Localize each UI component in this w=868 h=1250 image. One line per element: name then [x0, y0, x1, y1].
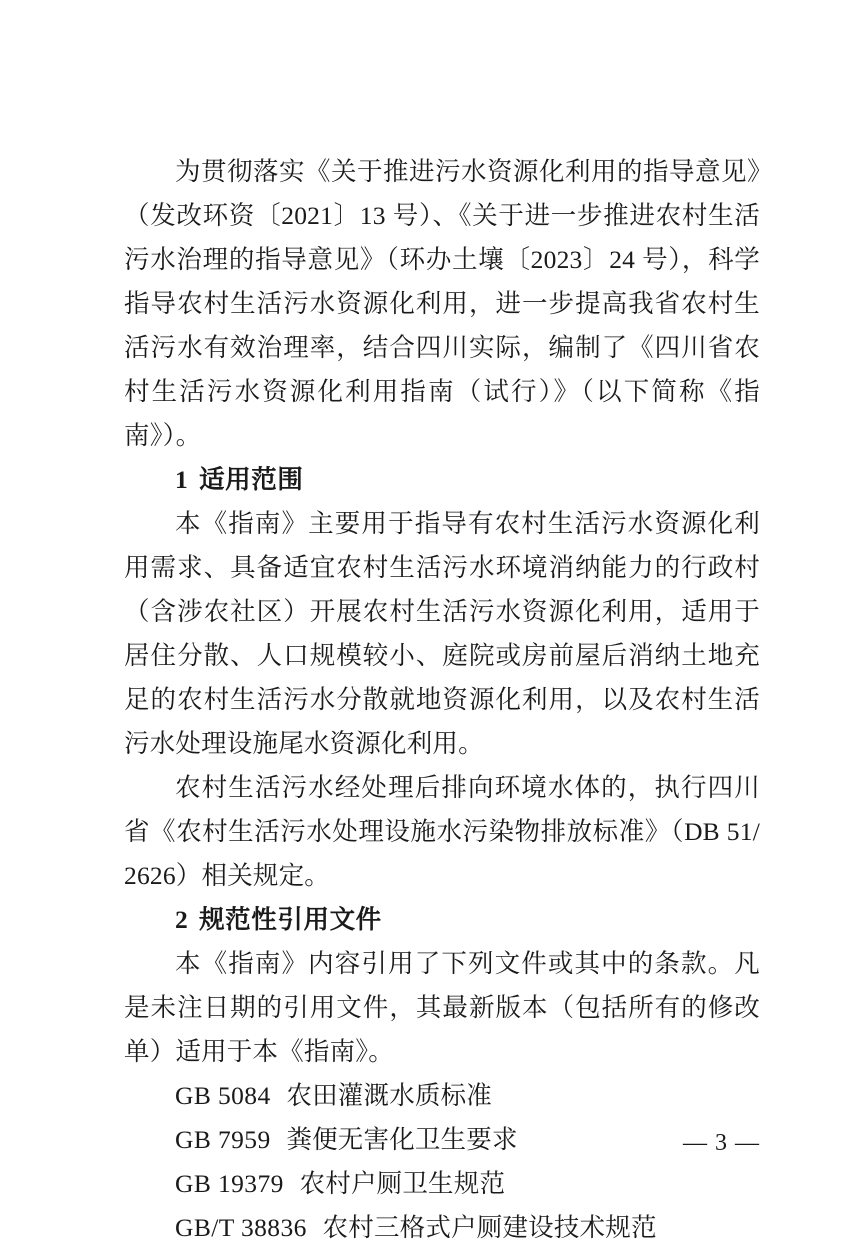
scope-paragraph-1: 本《指南》主要用于指导有农村生活污水资源化利用需求、具备适宜农村生活污水环境消纳能力的行政村（含涉农社区）开展农村生活污水资源化利用，适用于居住分散、人口规模较小、庭院或房前屋后消纳土地充足的农村生活污水分散就地资源化利用，以及农村生活污水处理设施尾水资源化利用。	[124, 509, 760, 758]
reference-gbt-38836	[124, 1206, 760, 1250]
reference-list	[124, 1074, 760, 1250]
reference-code: GB 7959	[175, 1125, 271, 1154]
reference-title: 农村三格式户厕建设技术规范	[322, 1213, 657, 1242]
section-heading-2-number: 2	[175, 905, 189, 934]
section-heading-2-title: 规范性引用文件	[199, 905, 382, 934]
scope-paragraph-2: 农村生活污水经处理后排向环境水体的，执行四川省《农村生活污水处理设施水污染物排放标准》（DB 51/2626）相关规定。	[124, 773, 760, 890]
section-heading-1-title: 适用范围	[199, 465, 304, 494]
reference-code: GB 5084	[175, 1081, 271, 1110]
reference-code: GB 19379	[175, 1169, 284, 1198]
reference-title: 农村户厕卫生规范	[299, 1169, 506, 1198]
section-heading-2	[124, 898, 760, 942]
reference-gb-5084	[124, 1074, 760, 1118]
reference-title: 粪便无害化卫生要求	[286, 1125, 518, 1154]
page-number: — 3 —	[683, 1130, 760, 1156]
reference-gb-19379	[124, 1162, 760, 1206]
section-heading-1-number: 1	[175, 465, 189, 494]
page-footer	[0, 1128, 868, 1158]
section-heading-1	[124, 458, 760, 502]
page-body	[124, 150, 760, 1250]
reference-title: 农田灌溉水质标准	[286, 1081, 493, 1110]
intro-paragraph: 为贯彻落实《关于推进污水资源化利用的指导意见》（发改环资〔2021〕13 号）、《关于进一步推进农村生活污水治理的指导意见》（环办土壤〔2023〕24 号），科学指导农村生活污水资源化利用，进一步提高我省农村生活污水有效治理率，结合四川实际，编制了《四川省农村生活污水资源化利用指南（试行）》（以下简称《指南》）。	[124, 157, 760, 450]
normative-refs-paragraph: 本《指南》内容引用了下列文件或其中的条款。凡是未注日期的引用文件，其最新版本（包括所有的修改单）适用于本《指南》。	[124, 949, 760, 1066]
reference-code: GB/T 38836	[175, 1213, 307, 1242]
